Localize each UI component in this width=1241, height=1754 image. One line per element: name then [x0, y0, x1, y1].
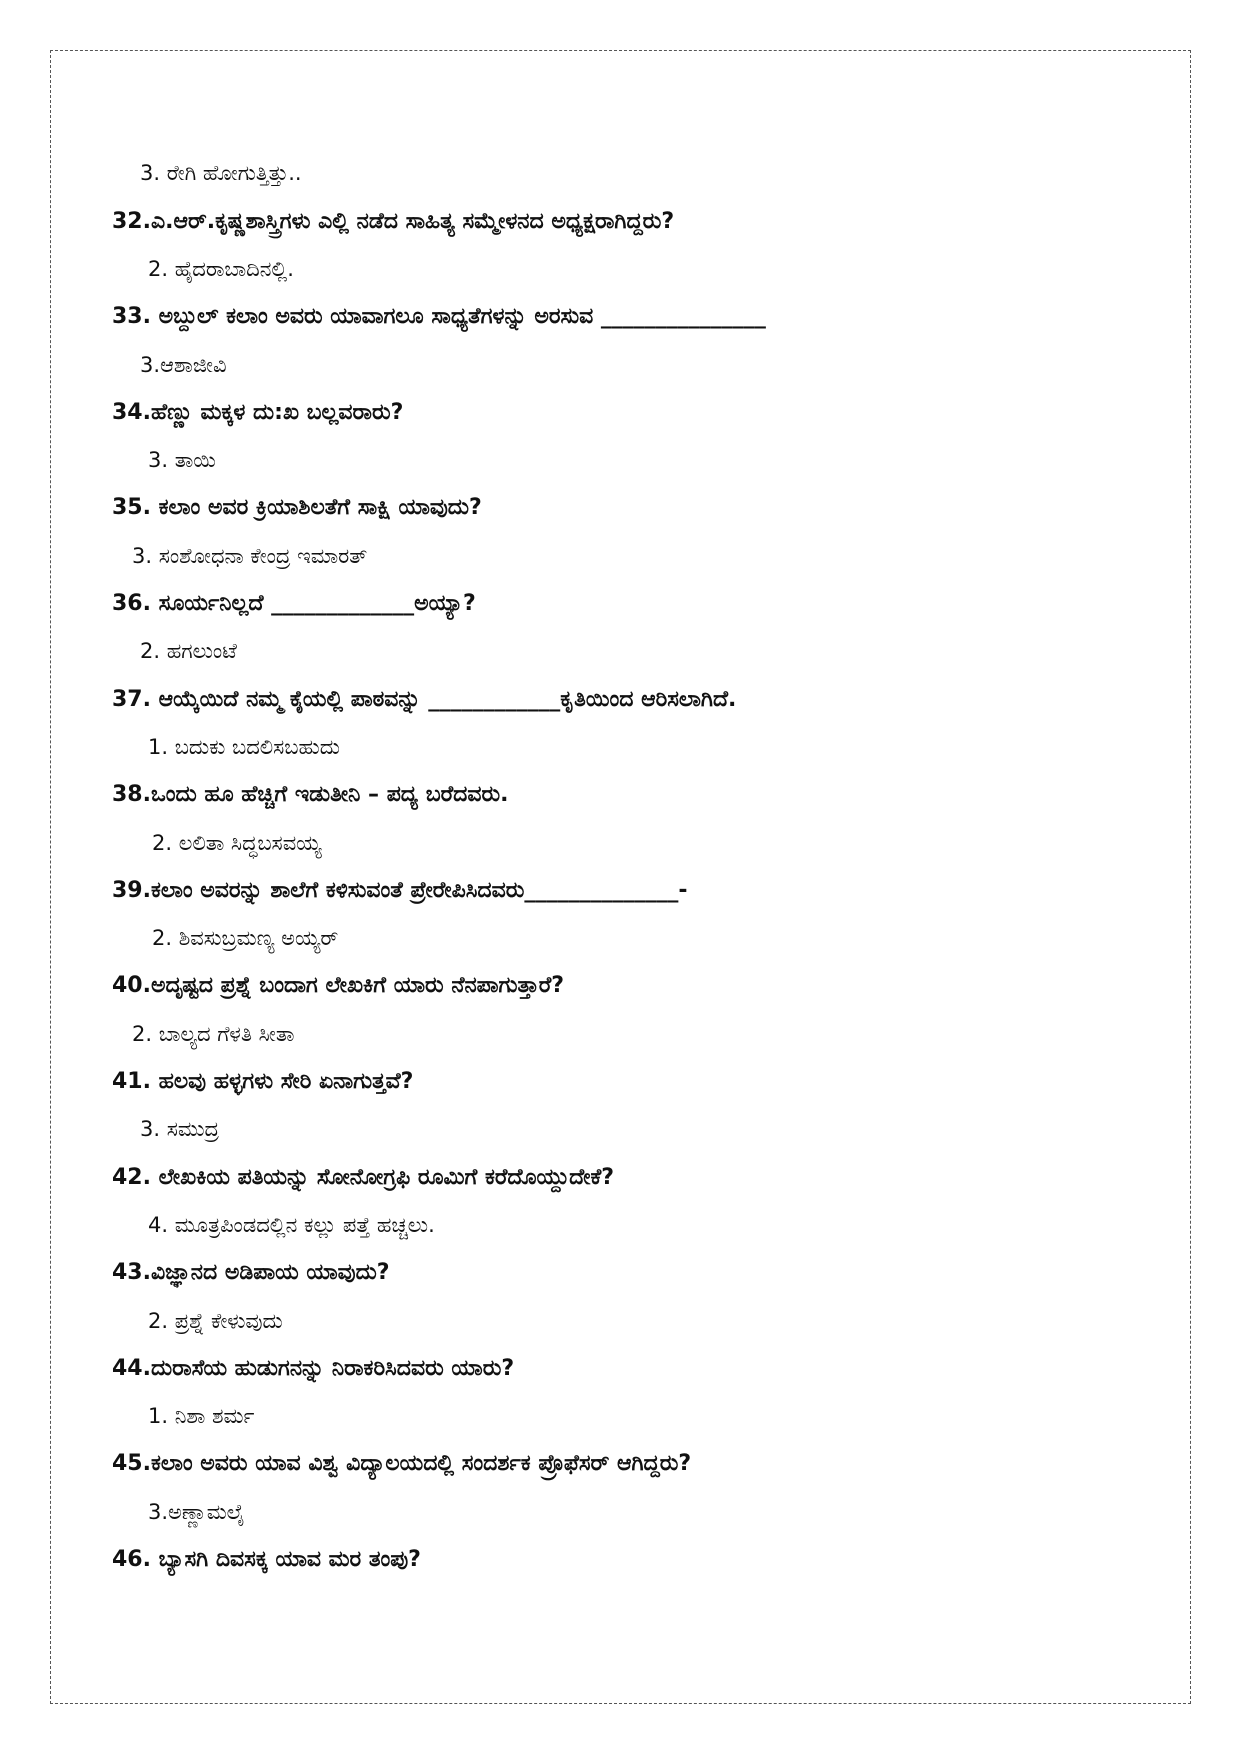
- question-line: 41. ಹಲವು ಹಳ್ಳಗಳು ಸೇರಿ ಏನಾಗುತ್ತವೆ?: [112, 1069, 414, 1095]
- question-line: 43.ವಿಜ್ಞಾನದ ಅಡಿಪಾಯ ಯಾವುದು?: [112, 1260, 390, 1286]
- answer-line: 2. ಹಗಲುಂಟೆ: [140, 639, 237, 664]
- question-line: 39.ಕಲಾಂ ಅವರನ್ನು ಶಾಲೆಗೆ ಕಳಿಸುವಂತೆ ಪ್ರೇರೇಪಿಸಿದವರು______________-: [112, 877, 688, 903]
- answer-line: 4. ಮೂತ್ರಪಿಂಡದಲ್ಲಿನ ಕಲ್ಲು ಪತ್ತೆ ಹಚ್ಚಲು.: [148, 1212, 435, 1237]
- question-line: 34.ಹೆಣ್ಣು ಮಕ್ಕಳ ದು:ಖ ಬಲ್ಲವರಾರು?: [112, 399, 404, 425]
- question-answer-list: [112, 150, 1142, 1584]
- answer-line: 2. ಲಲಿತಾ ಸಿದ್ಧಬಸವಯ್ಯ: [152, 830, 322, 855]
- question-line: 40.ಅದೃಷ್ಟದ ಪ್ರಶ್ನೆ ಬಂದಾಗ ಲೇಖಕಿಗೆ ಯಾರು ನೆನಪಾಗುತ್ತಾರೆ?: [112, 973, 565, 999]
- answer-line: 1. ಬದುಕು ಬದಲಿಸಬಹುದು: [148, 734, 340, 759]
- answer-line: 3. ತಾಯಿ: [148, 448, 216, 473]
- answer-line: 2. ಬಾಲ್ಯದ ಗೆಳತಿ ಸೀತಾ: [132, 1021, 295, 1046]
- question-line: 37. ಆಯ್ಕೆಯಿದೆ ನಮ್ಮ ಕೈಯಲ್ಲಿ ಪಾಠವನ್ನು ____________ಕೃತಿಯಿಂದ ಆರಿಸಲಾಗಿದೆ.: [112, 686, 737, 712]
- answer-line: 2. ಹೈದರಾಬಾದಿನಲ್ಲಿ.: [148, 256, 294, 281]
- question-line: 38.ಒಂದು ಹೂ ಹೆಚ್ಚಿಗೆ ಇಡುತೀನಿ – ಪದ್ಯ ಬರೆದವರು.: [112, 782, 509, 808]
- question-line: 35. ಕಲಾಂ ಅವರ ಕ್ರಿಯಾಶಿಲತೆಗೆ ಸಾಕ್ಷಿ ಯಾವುದು?: [112, 495, 482, 521]
- answer-line: 2. ಶಿವಸುಬ್ರಮಣ್ಯ ಅಯ್ಯರ್: [152, 926, 339, 951]
- answer-line: 3. ಸಂಶೋಧನಾ ಕೇಂದ್ರ ಇಮಾರತ್: [132, 543, 368, 568]
- question-line: 33. ಅಬ್ದುಲ್ ಕಲಾಂ ಅವರು ಯಾವಾಗಲೂ ಸಾಧ್ಯತೆಗಳನ್ನು ಅರಸುವ _______________: [112, 304, 766, 330]
- answer-line: 3. ಸಮುದ್ರ: [140, 1117, 220, 1142]
- answer-line: 1. ನಿಶಾ ಶರ್ಮ: [148, 1404, 255, 1429]
- answer-line: 2. ಪ್ರಶ್ನೆ ಕೇಳುವುದು: [148, 1308, 283, 1333]
- question-line: 32.ಎ.ಆರ್.ಕೃಷ್ಣಶಾಸ್ತ್ರಿಗಳು ಎಲ್ಲಿ ನಡೆದ ಸಾಹಿತ್ಯ ಸಮ್ಮೇಳನದ ಅಧ್ಯಕ್ಷರಾಗಿದ್ದರು?: [112, 208, 675, 234]
- question-line: 45.ಕಲಾಂ ಅವರು ಯಾವ ವಿಶ್ವ ವಿದ್ಯಾಲಯದಲ್ಲಿ ಸಂದರ್ಶಕ ಪ್ರೊಫೆಸರ್ ಆಗಿದ್ದರು?: [112, 1451, 692, 1477]
- answer-line: 3. ರೇಗಿ ಹೋಗುತ್ತಿತ್ತು..: [140, 161, 302, 186]
- question-line: 36. ಸೂರ್ಯನಿಲ್ಲದೆ _____________ಅಯ್ಯಾ?: [112, 591, 476, 617]
- question-line: 42. ಲೇಖಕಿಯ ಪತಿಯನ್ನು ಸೋನೋಗ್ರಫಿ ರೂಮಿಗೆ ಕರೆದೊಯ್ದುದೇಕೆ?: [112, 1164, 615, 1190]
- question-line: 46. ಬ್ಯಾಸಗಿ ದಿವಸಕ್ಕ ಯಾವ ಮರ ತಂಪು?: [112, 1547, 421, 1572]
- answer-line: 3.ಅಣ್ಣಾಮಲೈ: [148, 1499, 245, 1524]
- question-line: 44.ದುರಾಸೆಯ ಹುಡುಗನನ್ನು ನಿರಾಕರಿಸಿದವರು ಯಾರು?: [112, 1355, 515, 1381]
- answer-line: 3.ಆಶಾಜೀವಿ: [140, 352, 227, 377]
